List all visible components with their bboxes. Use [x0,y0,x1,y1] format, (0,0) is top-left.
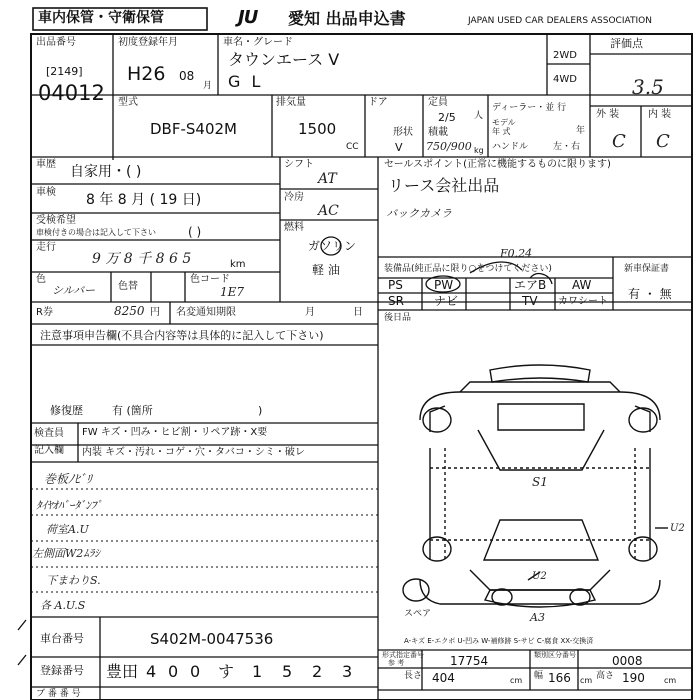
mileage-label: 走行 [36,242,56,253]
displacement-label: 排気量 [276,97,306,108]
option-tv: TV [522,294,538,308]
note-2: ﾀｲﾔｵﾊﾞｰﾀﾞﾝﾌﾟ [36,499,102,512]
color-value: シルバー [52,284,95,297]
vehicle-grade: G L [228,72,264,91]
drive-4wd: 4WD [553,74,577,85]
note-1: 巻板ﾉﾋﾞﾘ [44,472,93,486]
option-pw: PW [434,278,454,292]
reg-year: H26 [127,63,166,85]
name-change-label: 名変通知期限 [176,307,236,318]
km-unit: km [230,259,246,270]
damage-s1: S1 [532,475,548,489]
fuel-diesel: 軽 油 [312,263,340,277]
handle-label: ハンドル [492,142,529,152]
option-sr: SR [388,294,404,308]
option-airbag: エアB [514,278,547,292]
grade-label: 評価点 [610,37,643,50]
damage-legend: A-キズ E-エクボ U-凹み W-補修跡 S-サビ C-腐食 XX-交換済 [404,637,594,645]
capacity-label: 定員 [428,97,448,108]
fuel-gasoline: ガソリン [308,239,357,253]
plate-label: 登録番号 [40,664,84,677]
storage-label: 車内保管・守衛保管 [38,10,164,26]
options-handwritten: F0.24 [500,247,533,260]
length-label: 長さ [404,671,423,681]
width-value: 166 [548,671,571,685]
note-4: 左側面W2ﾑﾗｼ [32,547,100,560]
interior-grade: C [656,131,670,152]
plate-class-2: 0 [168,662,179,681]
recycle-value: 8250 [114,304,145,318]
person-unit: 人 [474,111,484,121]
options-label: 装備品(純正品に限り○をつけてください) [384,264,552,274]
org-name: 愛知 出品申込書 [288,9,406,28]
width-label: 幅 [534,671,544,681]
height-unit: cm [664,676,677,685]
ac-label: 冷房 [284,192,304,203]
option-leather-seat: カワシート [558,296,608,307]
plate-num-3: 2 [312,662,323,681]
shift-value: AT [318,171,337,187]
exterior-grade: C [612,131,626,152]
plate-num-1: 1 [252,662,263,681]
width-unit: cm [580,676,593,685]
class-label: 類別区分番号 [534,651,576,659]
damage-u2-right: U2 [670,523,685,534]
interior-label: 内 装 [648,109,672,120]
dealer-label: ディーラー・並 行 [492,103,567,113]
chassis-label: 車台番号 [40,632,84,645]
note-5: 下まわりS. [46,574,101,587]
reg-year-label: 初度登録年月 [118,37,178,48]
month-unit-2: 月 [305,307,315,318]
mileage: 9 万 8 千 8 6 5 [92,251,192,267]
inspection-date: 8 年 8 月 ( 19 日) [86,192,202,208]
spare-label: スペア [404,609,432,619]
org-english: JAPAN USED CAR DEALERS ASSOCIATION [468,16,652,26]
interior-row: 内装 キズ・汚れ・コゲ・穴・タバコ・シミ・破レ [82,447,305,458]
plate-class-1: 4 [146,662,157,681]
plate-area: 豊田 [106,662,139,681]
color-change-label: 色替 [118,281,138,292]
entry-label: 記入欄 [34,445,64,456]
repair-label: 修復歴 [50,404,83,417]
door-label: ドア [368,97,388,108]
length-unit: cm [510,676,523,685]
inspection-label: 車検 [36,187,56,198]
fw-row: FW キズ・凹み・ヒビ割・リペア跡・X要 [82,427,268,438]
warranty-label: 新車保証書 [624,264,670,274]
inspector-label: 検査員 [34,428,64,439]
selling-note: バックカメラ [386,207,452,220]
model-year-label: モデル 年 式 [492,118,516,136]
drive-2wd: 2WD [553,50,577,61]
repair-close: ) [258,404,263,417]
model-label: 型式 [118,97,138,108]
day-unit: 日 [353,307,363,318]
warranty-value: 有 ・ 無 [628,287,672,301]
selling-main: リース会社出品 [388,176,500,195]
plate-class-3: 0 [190,662,201,681]
option-navi: ナビ [434,294,459,308]
height-value: 190 [622,671,645,685]
recycle-label: R券 [36,307,53,318]
color-code: 1E7 [220,285,245,299]
post-label: 後日品 [384,313,412,323]
height-label: 高さ [596,671,615,681]
ju-logo: JU [238,7,258,28]
model-code: DBF-S402M [150,120,237,138]
type-label: 形式指定番号 [382,651,424,659]
cc-unit: CC [346,142,359,152]
bracket-number: [2149] [46,65,83,78]
notice-label: 注意事項申告欄(不具合内容等は具体的に記入して下さい) [40,329,324,342]
capacity: 2/5 [438,111,456,124]
reg-month: 08 [179,69,195,83]
bottom-partial-label: ブ 番 番 号 [36,689,81,699]
shift-label: シフト [284,159,314,170]
type-ref: 参 考 [388,659,405,667]
history-value: 自家用・( ) [70,164,142,180]
class-number: 0008 [612,654,643,668]
selling-label: セールスポイント(正常に機能するものに限ります) [384,159,611,170]
option-ps: PS [388,278,403,292]
received-value: ( ) [188,225,202,239]
listing-number-label: 出品番号 [36,37,76,48]
note-3: 荷室A.U [46,523,89,536]
damage-u2-bottom: U2 [532,571,547,582]
yen-unit: 円 [150,307,160,318]
chassis-number: S402M-0047536 [150,630,274,648]
color-label: 色 [36,274,46,285]
note-6: 各 A.U.S [40,599,86,612]
load-label: 積載 [428,127,448,138]
month-unit: 月 [203,81,213,91]
type-number: 17754 [450,654,489,668]
plate-num-4: 3 [342,662,353,681]
fuel-label: 燃料 [284,222,304,233]
plate-kana: す [218,662,235,681]
received-label: 受検希望 [36,215,76,226]
grade-value: 3.5 [632,75,664,99]
kg-unit: kg [474,146,484,155]
vehicle-name-label: 車名・グレード [223,37,293,48]
ac-value: AC [318,203,339,219]
year-unit: 年 [576,126,586,136]
color-code-label: 色コード [190,274,230,285]
vehicle-name: タウンエース V [228,50,340,69]
length-value: 404 [432,671,455,685]
exterior-label: 外 装 [596,109,620,120]
listing-number: 04012 [38,81,105,105]
shape: V [395,141,403,154]
history-label: 車歴 [36,159,56,170]
received-note: 車検付きの場合は記入して下さい [36,228,156,237]
displacement: 1500 [298,120,337,138]
option-aw: AW [572,278,592,292]
repair-value: 有 (箇所 [112,404,153,417]
damage-a3: A3 [530,611,545,624]
load-value: 750/900 [426,140,472,153]
plate-num-2: 5 [282,662,293,681]
handle-value: 左・右 [553,142,581,152]
shape-label: 形状 [393,127,413,138]
